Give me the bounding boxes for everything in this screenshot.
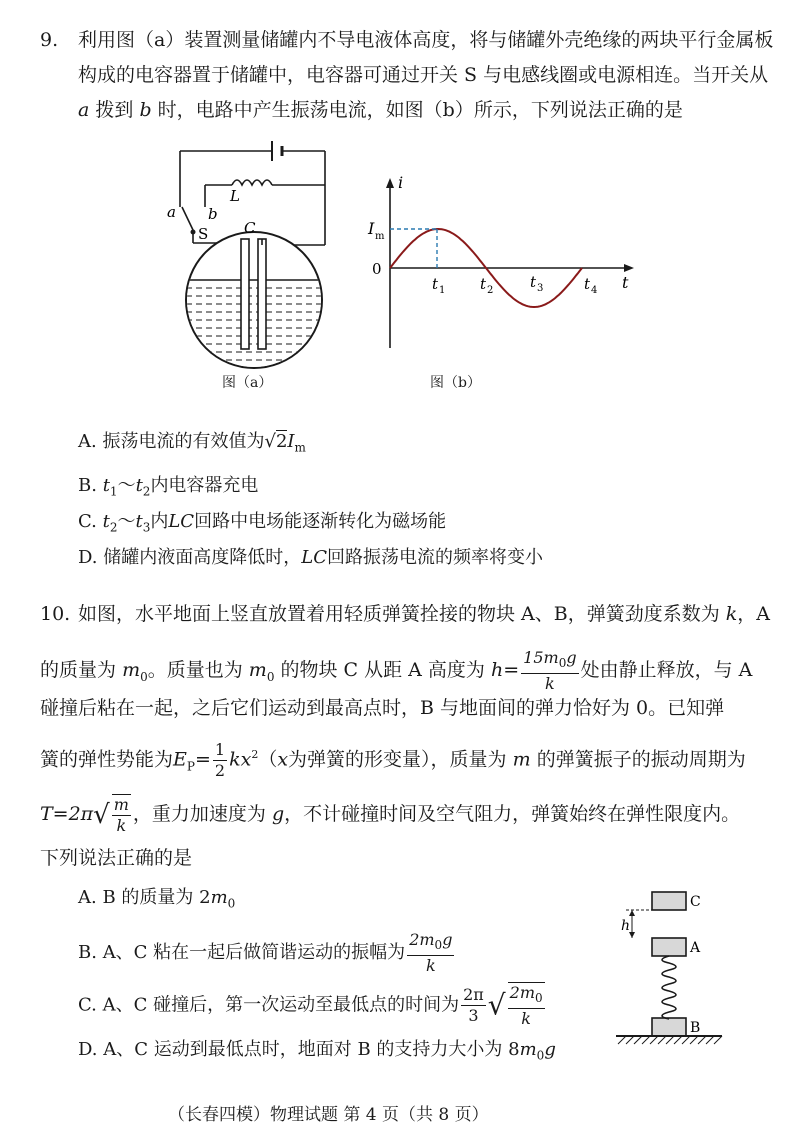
tick-t3 bbox=[530, 273, 543, 294]
var-b: b bbox=[139, 99, 152, 121]
h-fraction: $\frac{15m_0g}{k}$ bbox=[523, 648, 577, 694]
svg-text:t: t bbox=[530, 273, 537, 291]
label-A: A bbox=[690, 940, 701, 956]
q10-line-5: T=2π√ $\frac{m}{k}$ ，重力加速度为 g，不计碰撞时间及空气阻力，弹簧始终在弹性限度内。 bbox=[40, 795, 741, 835]
q10-option-c: C. A、C 碰撞后，第一次运动至最低点的时间为 $\frac{2\pi}{3}$ √ $\frac{2m_0}{k}$ bbox=[78, 983, 543, 1029]
label-C: C bbox=[244, 219, 256, 237]
text-rest: 时，电路中产生振荡电流，如图（b）所示，下列说法正确的是 bbox=[157, 99, 683, 121]
q9-line-3 bbox=[78, 98, 683, 122]
origin-label: 0 bbox=[372, 260, 382, 278]
figure-a-caption: 图（a） bbox=[222, 375, 273, 391]
im-label-sub: m bbox=[375, 231, 385, 242]
figure-a-circuit bbox=[160, 135, 360, 370]
axis-t-label: t bbox=[622, 273, 629, 292]
amp-fraction: $\frac{2m_0g}{k}$ bbox=[409, 930, 453, 976]
q10-line-6: 下列说法正确的是 bbox=[40, 847, 193, 869]
half-fraction: $\frac{1}{2}$ bbox=[214, 740, 226, 780]
page-footer: （长春四模）物理试题 第 4 页（共 8 页） bbox=[168, 1105, 489, 1125]
label-a: a bbox=[167, 203, 176, 221]
label-b: b bbox=[208, 205, 218, 223]
T-fraction: $\frac{m}{k}$ bbox=[113, 795, 129, 835]
q10-line-2: 的质量为 $m_0$。质量也为 $m_0$ 的物块 C 从距 A 高度为 h= $\frac{15m_0g}{k}$ 处由静止释放，与 A bbox=[40, 648, 753, 694]
tick-t1 bbox=[432, 275, 445, 296]
svg-text:1: 1 bbox=[439, 285, 446, 296]
svg-text:t: t bbox=[432, 275, 439, 293]
axis-i-label: i bbox=[398, 173, 404, 192]
svg-text:t: t bbox=[480, 275, 487, 293]
tick-t2 bbox=[480, 275, 493, 296]
label-L: L bbox=[230, 187, 240, 205]
q9-option-c: C. $t_2\sim t_3$内LC回路中电场能逐渐转化为磁场能 bbox=[78, 511, 447, 535]
text-bodao: 拨到 bbox=[95, 99, 134, 121]
q10-option-d: D. A、C 运动到最低点时，地面对 B 的支持力大小为 $8m_0g$ bbox=[78, 1039, 556, 1063]
q9-option-d: D. 储罐内液面高度降低时，LC回路振荡电流的频率将变小 bbox=[78, 547, 543, 568]
svg-text:2: 2 bbox=[487, 285, 494, 296]
time-fraction: $\frac{2\pi}{3}$ bbox=[463, 985, 484, 1026]
question-10-number: 10. bbox=[40, 603, 71, 625]
figure-b-caption: 图（b） bbox=[430, 375, 481, 391]
q10-option-b: B. A、C 粘在一起后做简谐运动的振幅为 $\frac{2m_0g}{k}$ bbox=[78, 930, 453, 976]
svg-text:4: 4 bbox=[591, 285, 598, 296]
svg-text:t: t bbox=[584, 275, 591, 293]
time-root-fraction: $\frac{2m_0}{k}$ bbox=[509, 983, 543, 1029]
label-B: B bbox=[690, 1020, 701, 1036]
q10-option-a: A. B 的质量为 $2m_0$ bbox=[78, 887, 236, 911]
q10-line-3: 碰撞后粘在一起，之后它们运动到最高点时，B 与地面间的弹力恰好为 0。已知弹 bbox=[40, 697, 725, 719]
q9-line-2: 构成的电容器置于储罐中，电容器可通过开关 S 与电感线圈或电源相连。当开关从 bbox=[78, 64, 769, 86]
spring-block-figure bbox=[610, 888, 730, 1048]
q9-option-a: A. 振荡电流的有效值为$√2I_m$ bbox=[78, 431, 306, 455]
im-label: I bbox=[368, 219, 375, 238]
var-a: a bbox=[78, 99, 90, 121]
q9-line-1: 利用图（a）装置测量储罐内不导电液体高度，将与储罐外壳绝缘的两块平行金属板 bbox=[78, 29, 774, 51]
q10-line-1: 如图，水平地面上竖直放置着用轻质弹簧拴接的物块 A、B，弹簧劲度系数为 k，A bbox=[78, 603, 771, 625]
tick-t4 bbox=[584, 275, 597, 296]
question-9-number: 9. bbox=[40, 29, 59, 51]
label-C: C bbox=[690, 894, 701, 910]
sqrt-icon: √ bbox=[264, 431, 276, 452]
figure-b-graph bbox=[360, 170, 640, 360]
q10-line-4: 簧的弹性势能为$E_P=$ $\frac{1}{2}$ $kx^2(x$为弹簧的形变量），质量为 m 的弹簧振子的振动周期为 bbox=[40, 740, 746, 780]
label-h: h bbox=[621, 918, 631, 934]
label-S: S bbox=[198, 225, 209, 243]
sqrt-icon: √ bbox=[93, 800, 110, 830]
sqrt-icon: √ bbox=[487, 988, 506, 1022]
q9-option-b: B. $t_1\sim t_2$内电容器充电 bbox=[78, 475, 259, 499]
svg-text:3: 3 bbox=[537, 283, 544, 294]
